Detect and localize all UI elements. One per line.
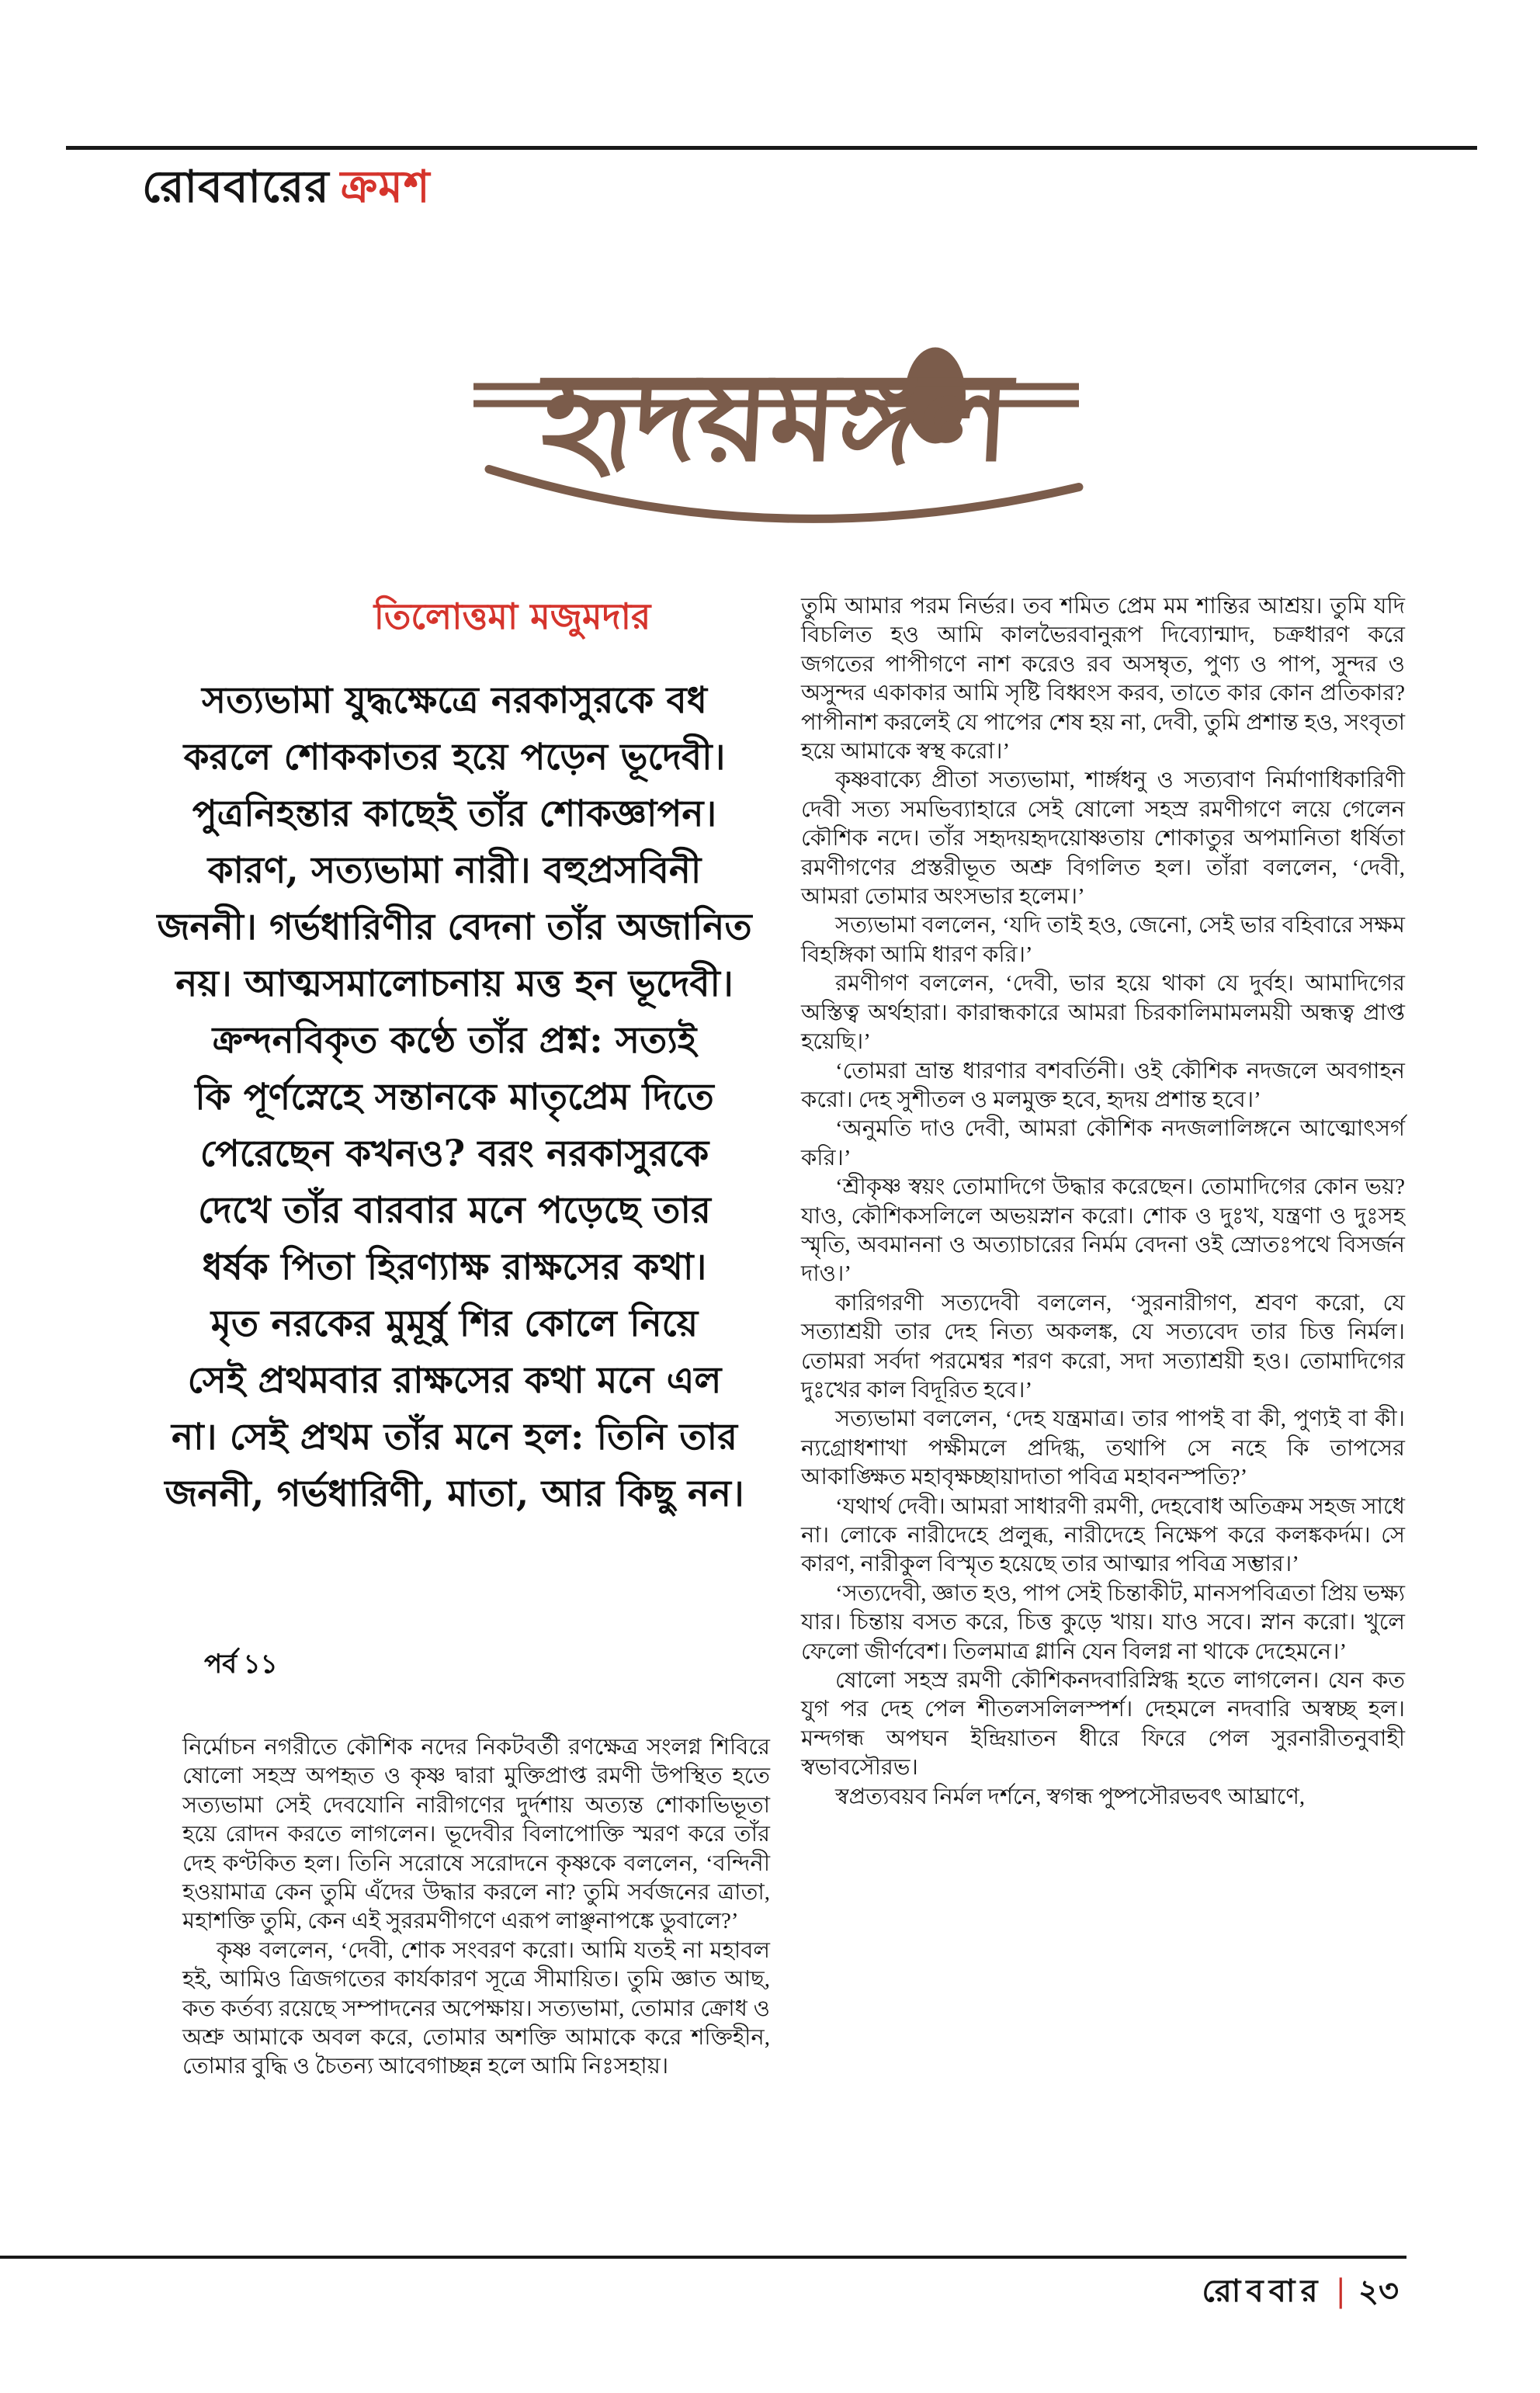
footer-separator: | xyxy=(1335,2273,1346,2309)
masthead-continued-label: ক্রমশ xyxy=(340,161,431,213)
footer-page-number: ২৩ xyxy=(1358,2273,1399,2309)
author-byline: তিলোত্তমা মজুমদার xyxy=(373,595,651,637)
body-paragraph: ষোলো সহস্র রমণী কৌশিকনদবারিস্নিগ্ধ হতে লাগলেন। যেন কত যুগ পর দেহ পেল শীতলসলিলস্পর্শ। দেহমলে নদবারি অস্বচ্ছ হল। মন্দগন্ধ অপঘন ইন্দ্রিয়াতন ধীরে ফিরে পেল সুরনারীতনুবাহী স্বভাবসৌরভ। xyxy=(801,1668,1405,1781)
body-paragraph: সত্যভামা বললেন, ‘যদি তাই হও, জেনো, সেই ভার বহিবারে সক্ষম বিহঙ্গিকা আমি ধারণ করি।’ xyxy=(801,913,1405,967)
body-paragraph: কৃষ্ণবাক্যে প্রীতা সত্যভামা, শার্ঙ্গধনু ও সত্যবাণ নির্মাণাধিকারিণী দেবী সত্য সমভিব্যাহারে সেই ষোলো সহস্র রমণীগণে লয়ে গেলেন কৌশিক নদে। তাঁর সহৃদয়হৃদয়োষ্ণতায় শোকাতুর অপমানিতা ধর্ষিতা রমণীগণের প্রস্তরীভূত অশ্রু বিগলিত হল। তাঁরা বললেন, ‘দেবী, আমরা তোমার অংসভার হলেম।’ xyxy=(801,768,1405,910)
left-column xyxy=(182,1733,770,2082)
body-paragraph: স্বপ্রত্যবয়ব নির্মল দর্শনে, স্বগন্ধ পুষ্পসৌরভবৎ আঘ্রাণে, xyxy=(835,1784,1306,1809)
masthead xyxy=(142,154,431,227)
lead-paragraph xyxy=(146,672,763,1522)
bottom-rule xyxy=(0,2256,1406,2259)
body-paragraph: কৃষ্ণ বললেন, ‘দেবী, শোক সংবরণ করো। আমি যতই না মহাবল হই, আমিও ত্রিজগতের কার্যকারণ সূত্রে সীমায়িত। তুমি জ্ঞাত আছ, কত কর্তব্য রয়েছে সম্পাদনের অপেক্ষায়। সত্যভামা, তোমার ক্রোধ ও অশ্রু আমাকে অবল করে, তোমার অশক্তি আমাকে করে শক্তিহীন, তোমার বুদ্ধি ও চৈতন্য আবেগাচ্ছন্ন হলে আমি নিঃসহায়। xyxy=(182,1937,770,2079)
logo-title: হৃদয়মঙ্গল xyxy=(537,345,1015,489)
right-column xyxy=(801,592,1405,1812)
page-footer xyxy=(1202,2266,1399,2318)
body-paragraph: ‘অনুমতি দাও দেবী, আমরা কৌশিক নদজলালিঙ্গনে আত্মোৎসর্গ করি।’ xyxy=(801,1116,1405,1170)
top-rule xyxy=(66,146,1477,150)
lead-line: করলে শোককাতর হয়ে পড়েন ভূদেবী। xyxy=(183,736,726,779)
body-paragraph: রমণীগণ বললেন, ‘দেবী, ভার হয়ে থাকা যে দুর্বহ। আমাদিগের অস্তিত্ব অর্থহারা। কারান্ধকারে আমরা চিরকালিমামলময়ী অন্ধত্ব প্রাপ্ত হয়েছি।’ xyxy=(801,971,1405,1055)
lead-line: মৃত নরকের মুমূর্ষু শির কোলে নিয়ে xyxy=(210,1302,699,1345)
body-paragraph: নির্মোচন নগরীতে কৌশিক নদের নিকটবর্তী রণক্ষেত্র সংলগ্ন শিবিরে ষোলো সহস্র অপহৃত ও কৃষ্ণ দ্বারা মুক্তিপ্রাপ্ত রমণী উপস্থিত হতে সত্যভামা সেই দেবযোনি নারীগণের দুর্দশায় অত্যন্ত শোকাভিভূতা হয়ে রোদন করতে লাগলেন। ভূদেবীর বিলাপোক্তি স্মরণ করে তাঁর দেহ কণ্টকিত হল। তিনি সরোষে সরোদনে কৃষ্ণকে বললেন, ‘বন্দিনী হওয়ামাত্র কেন তুমি এঁদের উদ্ধার করলে না? তুমি সর্বজনের ত্রাতা, মহাশক্তি তুমি, কেন এই সুররমণীগণে এরূপ লাঞ্ছনাপঙ্কে ডুবালে?’ xyxy=(182,1735,770,1934)
lead-line: ধর্ষক পিতা হিরণ্যাক্ষ রাক্ষসের কথা। xyxy=(202,1246,707,1288)
lead-line: ক্রন্দনবিকৃত কণ্ঠে তাঁর প্রশ্ন: সত্যই xyxy=(212,1019,697,1062)
body-paragraph: তুমি আমার পরম নির্ভর। তব শমিত প্রেম মম শান্তির আশ্রয়। তুমি যদি বিচলিত হও আমি কালভৈরবানুরূপ দিব্যোন্মাদ, চক্রধারণ করে জগতের পাপীগণে নাশ করেও রব অসম্বৃত, পুণ্য ও পাপ, সুন্দর ও অসুন্দর একাকার আমি সৃষ্টি বিধ্বংস করব, তাতে কার কোন প্রতিকার? পাপীনাশ করলেই যে পাপের শেষ হয় না, দেবী, তুমি প্রশান্ত হও, সংবৃতা হয়ে আমাকে স্বস্থ করো।’ xyxy=(801,594,1405,765)
lead-line: জননী। গর্ভধারিণীর বেদনা তাঁর অজানিত xyxy=(157,906,752,949)
body-paragraph: ‘তোমরা ভ্রান্ত ধারণার বশবর্তিনী। ওই কৌশিক নদজলে অবগাহন করো। দেহ সুশীতল ও মলমুক্ত হবে, হৃদয় প্রশান্ত হবে।’ xyxy=(801,1058,1405,1112)
body-paragraph: সত্যভামা বললেন, ‘দেহ যন্ত্রমাত্র। তার পাপই বা কী, পুণ্যই বা কী। ন্যগ্রোধশাখা পক্ষীমলে প্রদিগ্ধ, তথাপি সে নহে কি তাপসের আকাঙ্ক্ষিত মহাবৃক্ষচ্ছায়াদাতা পবিত্র মহাবনস্পতি?’ xyxy=(801,1406,1405,1490)
lead-line: কি পূর্ণস্নেহে সন্তানকে মাতৃপ্রেম দিতে xyxy=(195,1076,714,1118)
body-paragraph: ‘শ্রীকৃষ্ণ স্বয়ং তোমাদিগে উদ্ধার করেছেন। তোমাদিগের কোন ভয়? যাও, কৌশিকসলিলে অভয়স্নান করো। শোক ও দুঃখ, যন্ত্রণা ও দুঃসহ স্মৃতি, অবমাননা ও অত্যাচারের নির্মম বেদনা ওই স্রোতঃপথে বিসর্জন দাও।’ xyxy=(801,1174,1405,1287)
lead-line: জননী, গর্ভধারিণী, মাতা, আর কিছু নন। xyxy=(165,1472,744,1515)
masthead-series-label: রোববারের xyxy=(142,161,330,213)
lead-line: না। সেই প্রথম তাঁর মনে হল: তিনি তার xyxy=(171,1416,737,1458)
magazine-logo xyxy=(431,307,1122,567)
section-heading: পর্ব ১১ xyxy=(204,1650,278,1679)
lead-line: সত্যভামা যুদ্ধক্ষেত্রে নরকাসুরকে বধ xyxy=(202,679,707,722)
lead-line: সেই প্রথমবার রাক্ষসের কথা মনে এল xyxy=(187,1359,722,1402)
lead-line: কারণ, সত্যভামা নারী। বহুপ্রসবিনী xyxy=(207,849,702,892)
lead-line: পুত্রনিহন্তার কাছেই তাঁর শোকজ্ঞাপন। xyxy=(192,792,717,835)
body-paragraph: ‘সত্যদেবী, জ্ঞাত হও, পাপ সেই চিন্তাকীট, মানসপবিত্রতা প্রিয় ভক্ষ্য যার। চিন্তায় বসত করে, চিত্ত কুড়ে খায়। যাও সবে। স্নান করো। খুলে ফেলো জীর্ণবেশ। তিলমাত্র গ্লানি যেন বিলগ্ন না থাকে দেহেমনে।’ xyxy=(801,1580,1405,1664)
footer-magazine-name: রোববার xyxy=(1202,2273,1323,2309)
lead-line: পেরেছেন কখনও? বরং নরকাসুরকে xyxy=(199,1132,709,1175)
lead-line: নয়। আত্মসমালোচনায় মত্ত হন ভূদেবী। xyxy=(175,962,734,1005)
body-paragraph: কারিগরণী সত্যদেবী বললেন, ‘সুরনারীগণ, শ্রবণ করো, যে সত্যাশ্রয়ী তার দেহ নিত্য অকলঙ্ক, যে সত্যবেদ তার চিত্ত নির্মল। তোমরা সর্বদা পরমেশ্বর শরণ করো, সদা সত্যাশ্রয়ী হও। তোমাদিগের দুঃখের কাল বিদূরিত হবে।’ xyxy=(801,1290,1405,1403)
lead-line: দেখে তাঁর বারবার মনে পড়েছে তার xyxy=(198,1189,711,1232)
body-paragraph: ‘যথার্থ দেবী। আমরা সাধারণী রমণী, দেহবোধ অতিক্রম সহজ সাধে না। লোকে নারীদেহে প্রলুব্ধ, নারীদেহে নিক্ষেপ করে কলঙ্ককর্দম। সে কারণ, নারীকুল বিস্মৃত হয়েছে তার আত্মার পবিত্র সম্ভার।’ xyxy=(801,1493,1405,1577)
